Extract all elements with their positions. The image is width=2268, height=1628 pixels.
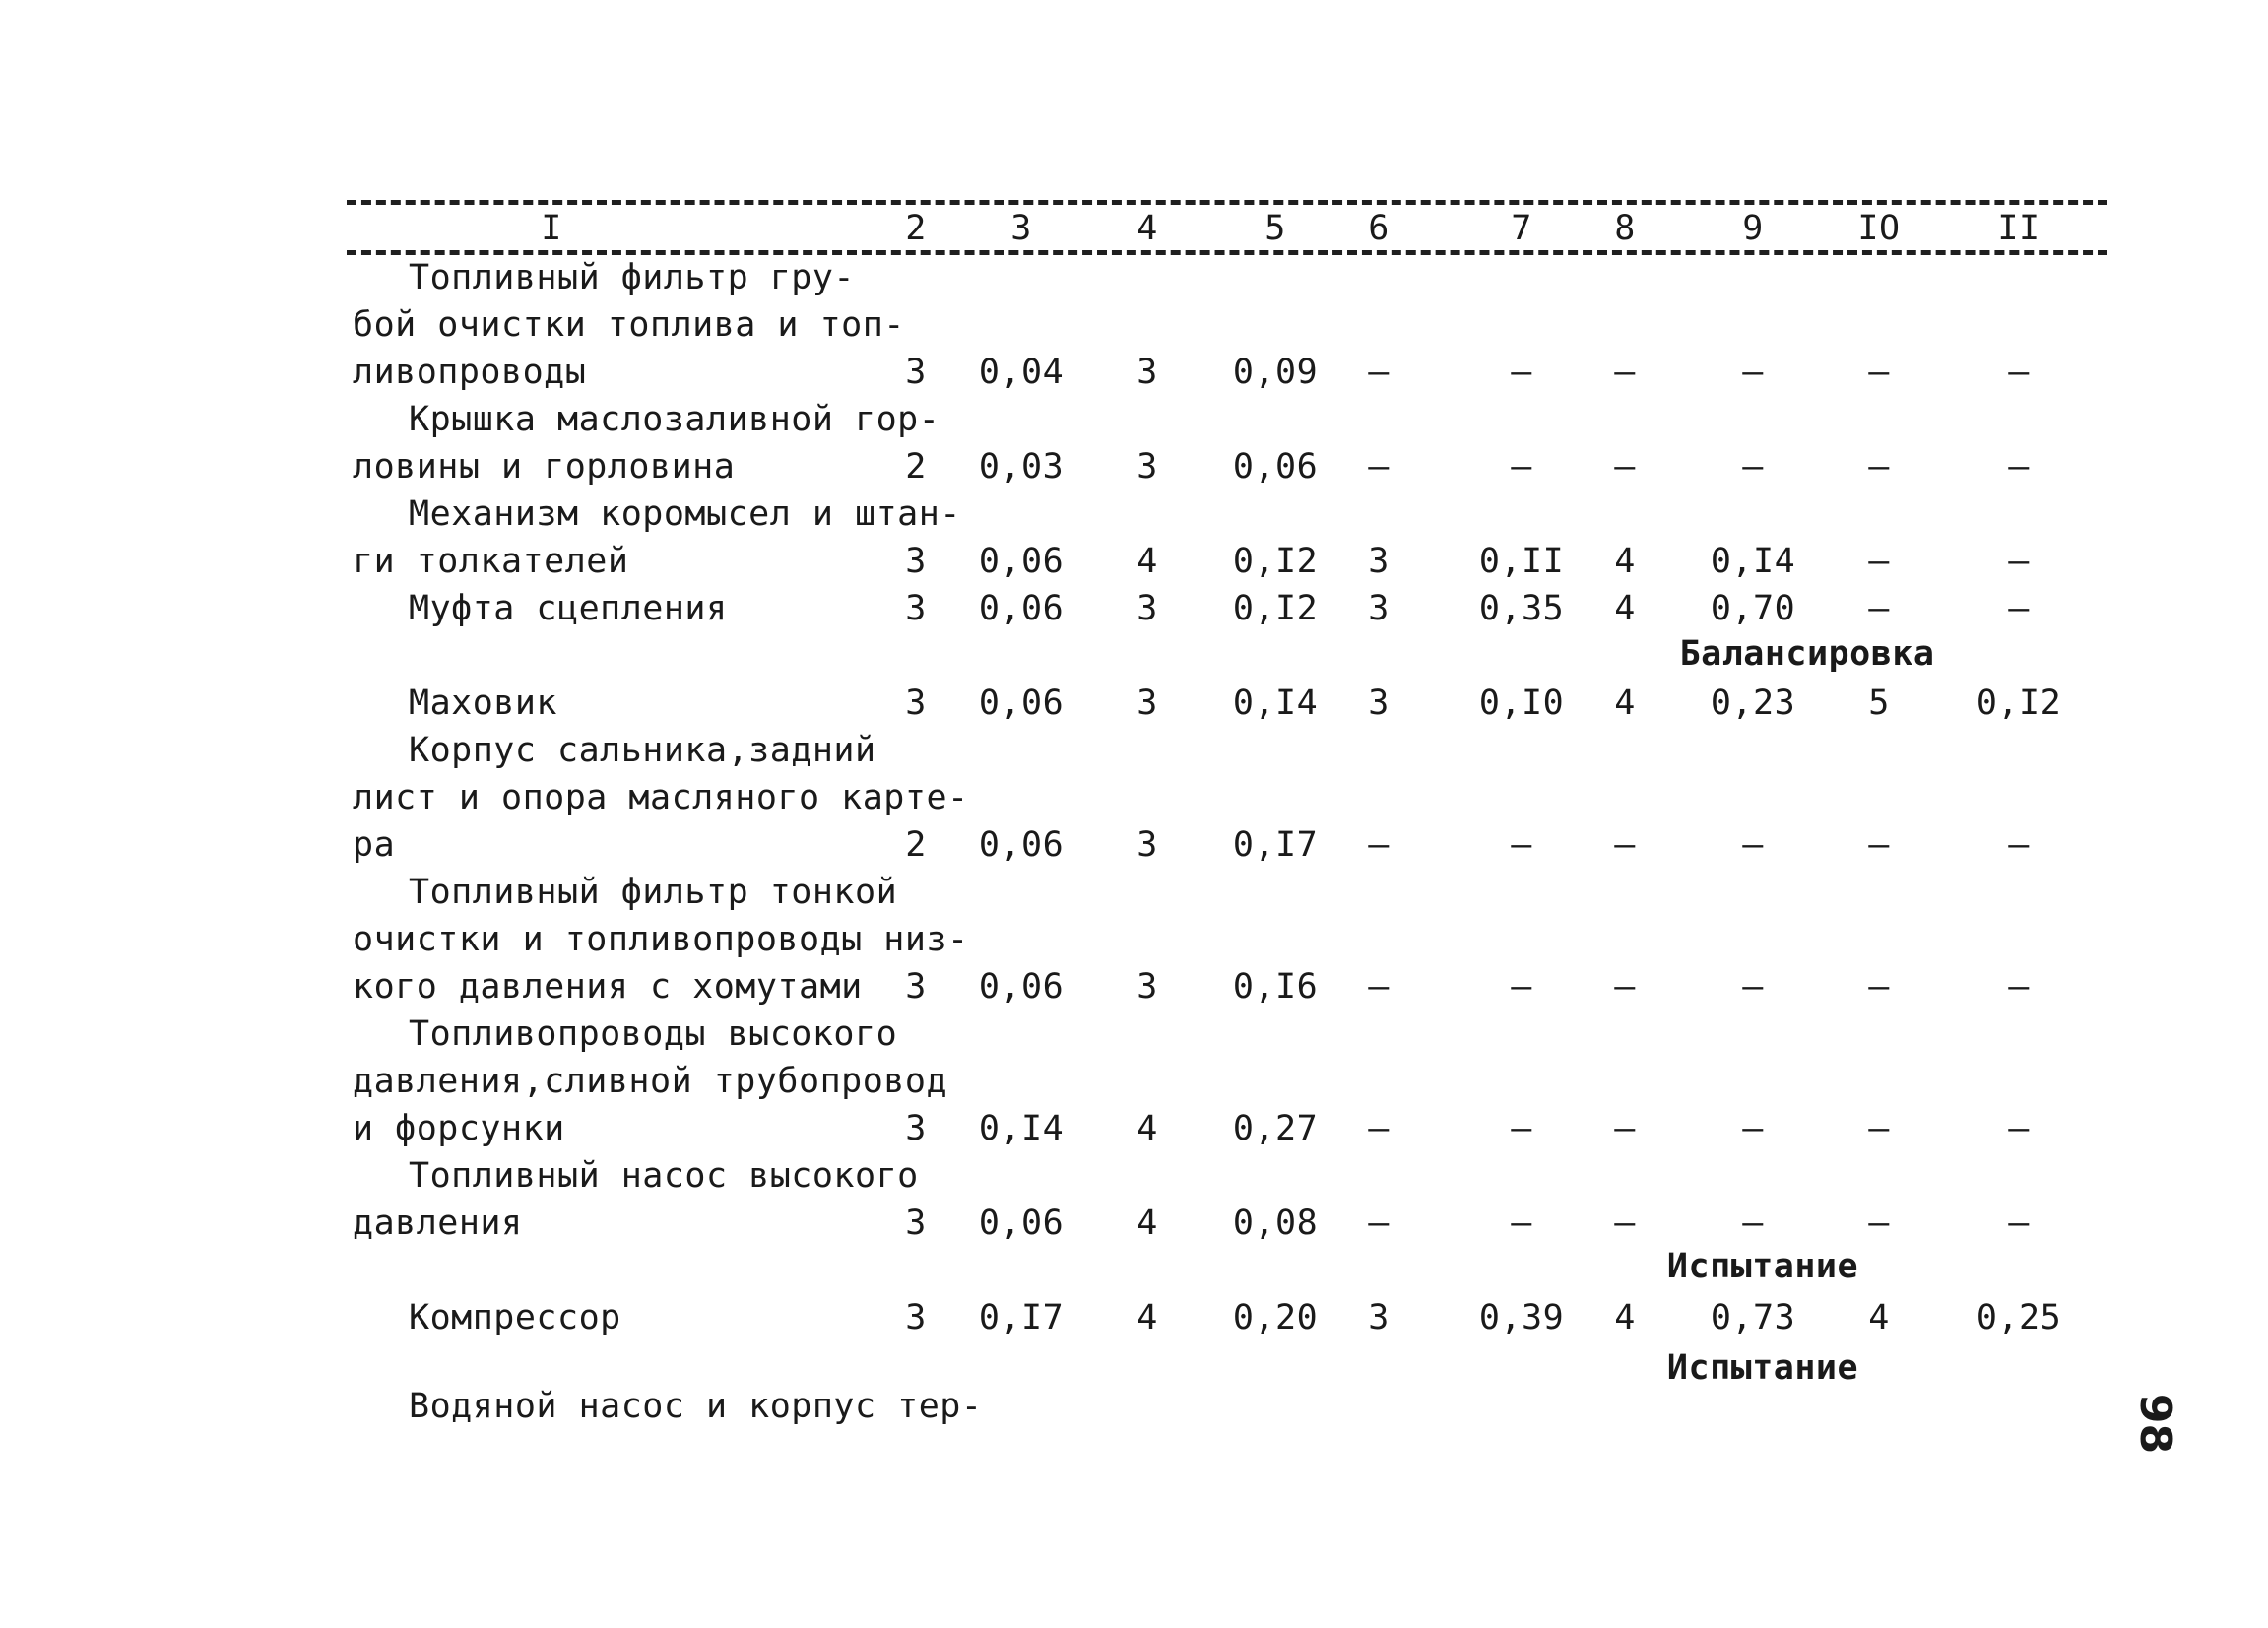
table-cell: – (1614, 1204, 1636, 1243)
table-cell: – (1511, 967, 1532, 1007)
table-cell: 0,27 (1232, 1109, 1319, 1148)
row-label-line: очистки и топливопроводы низ- (353, 920, 969, 959)
row-label-line: и форсунки (353, 1109, 565, 1148)
table-cell: 0,06 (978, 589, 1065, 628)
table-cell: 3 (905, 1298, 927, 1337)
table-cell: – (1742, 447, 1764, 487)
table-cell: – (1868, 967, 1890, 1007)
table-cell: 0,06 (1232, 447, 1319, 487)
table-cell: – (1868, 825, 1890, 865)
row-label-line: кого давления с хомутами (353, 967, 863, 1007)
table-cell: – (1368, 967, 1390, 1007)
row-label-line: Топливопроводы высокого (409, 1014, 898, 1054)
table-cell: 3 (1136, 353, 1158, 392)
table-cell: 4 (1614, 684, 1636, 723)
table-cell: 0,06 (978, 542, 1065, 581)
row-label-line: ловины и горловина (353, 447, 736, 487)
row-label-line: давления,сливной трубопровод (353, 1062, 948, 1101)
table-cell: 4 (1614, 589, 1636, 628)
table-cell: 0,03 (978, 447, 1065, 487)
table-cell: 3 (905, 1109, 927, 1148)
table-cell: 0,70 (1710, 589, 1796, 628)
table-cell: – (1614, 967, 1636, 1007)
table-cell: – (2008, 447, 2030, 487)
row-label-line: Топливный насос высокого (409, 1156, 919, 1196)
table-cell: 3 (1368, 589, 1390, 628)
table-cell: – (2008, 542, 2030, 581)
table-cell: 0,I2 (1232, 542, 1319, 581)
table-cell: – (1614, 825, 1636, 865)
table-cell: – (2008, 353, 2030, 392)
table-cell: – (1868, 447, 1890, 487)
table-cell: 0,I7 (1232, 825, 1319, 865)
row-label-line: Корпус сальника,задний (409, 731, 876, 770)
table-cell: 3 (905, 589, 927, 628)
table-cell: 0,04 (978, 353, 1065, 392)
table-cell: 4 (1614, 1298, 1636, 1337)
table-cell: – (1868, 1109, 1890, 1148)
note-testing-water-pump: Испытание (1666, 1348, 1859, 1388)
header-col-4: 4 (1136, 209, 1158, 248)
table-cell: 4 (1136, 542, 1158, 581)
table-cell: 0,I6 (1232, 967, 1319, 1007)
table-cell: – (1614, 447, 1636, 487)
table-cell: – (1368, 353, 1390, 392)
table-cell: 2 (905, 447, 927, 487)
table-cell: – (1742, 1204, 1764, 1243)
header-col-6: 6 (1368, 209, 1390, 248)
table-cell: – (1742, 1109, 1764, 1148)
table-cell: 0,20 (1232, 1298, 1319, 1337)
table-cell: 5 (1868, 684, 1890, 723)
row-label-line: Муфта сцепления (409, 589, 728, 628)
header-col-2: 2 (905, 209, 927, 248)
row-label-line: ги толкателей (353, 542, 629, 581)
row-label-line: Маховик (409, 684, 558, 723)
table-cell: 3 (1368, 542, 1390, 581)
table-cell: 0,I0 (1478, 684, 1565, 723)
table-cell: 0,06 (978, 1204, 1065, 1243)
row-label-line: ра (353, 825, 396, 865)
table-cell: – (1511, 825, 1532, 865)
table-cell: – (1511, 353, 1532, 392)
table-cell: – (2008, 825, 2030, 865)
table-cell: 3 (905, 1204, 927, 1243)
header-col-3: 3 (1010, 209, 1032, 248)
table-cell: – (2008, 967, 2030, 1007)
table-cell: 0,I2 (1232, 589, 1319, 628)
table-cell: 0,I4 (1232, 684, 1319, 723)
table-cell: 0,06 (978, 967, 1065, 1007)
table-cell: – (1368, 1109, 1390, 1148)
row-label-line: бой очистки топлива и топ- (353, 305, 905, 345)
table-cell: 3 (1136, 447, 1158, 487)
table-cell: – (1511, 447, 1532, 487)
table-cell: 4 (1868, 1298, 1890, 1337)
table-cell: 4 (1614, 542, 1636, 581)
table-cell: – (1614, 1109, 1636, 1148)
table-cell: 3 (905, 684, 927, 723)
header-col-9: 9 (1742, 209, 1764, 248)
row-label-line: Компрессор (409, 1298, 621, 1337)
table-cell: 0,I2 (1976, 684, 2062, 723)
header-col-10: IO (1857, 209, 1901, 248)
table-cell: 3 (1136, 684, 1158, 723)
table-cell: – (1868, 353, 1890, 392)
table-cell: – (1742, 967, 1764, 1007)
note-balancing: Балансировка (1679, 634, 1935, 674)
table-cell: – (1868, 1204, 1890, 1243)
table-cell: 4 (1136, 1298, 1158, 1337)
table-cell: – (1868, 589, 1890, 628)
page-number: 98 (2130, 1393, 2181, 1455)
header-col-11: II (1997, 209, 2041, 248)
table-cell: 0,06 (978, 684, 1065, 723)
table-cell: 3 (905, 542, 927, 581)
table-cell: 0,09 (1232, 353, 1319, 392)
table-cell: – (1368, 825, 1390, 865)
table-cell: – (1511, 1204, 1532, 1243)
table-cell: 0,23 (1710, 684, 1796, 723)
header-col-7: 7 (1511, 209, 1532, 248)
table-cell: – (1511, 1109, 1532, 1148)
table-cell: 0,08 (1232, 1204, 1319, 1243)
table-cell: – (1868, 542, 1890, 581)
table-cell: 4 (1136, 1109, 1158, 1148)
header-col-1: I (541, 209, 562, 248)
table-cell: – (2008, 1109, 2030, 1148)
row-label-line: Топливный фильтр тонкой (409, 873, 898, 912)
header-col-8: 8 (1614, 209, 1636, 248)
table-cell: 2 (905, 825, 927, 865)
table-cell: 4 (1136, 1204, 1158, 1243)
table-cell: – (1742, 825, 1764, 865)
table-cell: – (1368, 447, 1390, 487)
row-label-line: Крышка маслозаливной гор- (409, 400, 940, 439)
table-cell: 0,39 (1478, 1298, 1565, 1337)
table-cell: 0,25 (1976, 1298, 2062, 1337)
table-cell: 0,35 (1478, 589, 1565, 628)
table-cell: 0,73 (1710, 1298, 1796, 1337)
table-top-rule (347, 200, 2107, 205)
row-label-line: Топливный фильтр гру- (409, 258, 856, 297)
table-cell: 3 (1136, 589, 1158, 628)
table-cell: 3 (1136, 967, 1158, 1007)
row-label-line: ливопроводы (353, 353, 587, 392)
table-cell: – (1368, 1204, 1390, 1243)
table-cell: 0,06 (978, 825, 1065, 865)
table-cell: 0,II (1478, 542, 1565, 581)
table-cell: 0,I4 (1710, 542, 1796, 581)
row-label-line: Водяной насос и корпус тер- (409, 1387, 983, 1426)
table-cell: 3 (905, 353, 927, 392)
table-cell: 0,I4 (978, 1109, 1065, 1148)
table-cell: 3 (905, 967, 927, 1007)
table-cell: – (2008, 1204, 2030, 1243)
table-cell: – (1614, 353, 1636, 392)
header-col-5: 5 (1264, 209, 1286, 248)
note-testing-compressor: Испытание (1666, 1247, 1859, 1286)
table-cell: – (2008, 589, 2030, 628)
table-cell: 3 (1368, 1298, 1390, 1337)
row-label-line: лист и опора масляного карте- (353, 778, 969, 817)
table-cell: 0,I7 (978, 1298, 1065, 1337)
row-label-line: давления (353, 1204, 523, 1243)
table-cell: 3 (1136, 825, 1158, 865)
table-cell: – (1742, 353, 1764, 392)
table-cell: 3 (1368, 684, 1390, 723)
row-label-line: Механизм коромысел и штан- (409, 494, 961, 534)
